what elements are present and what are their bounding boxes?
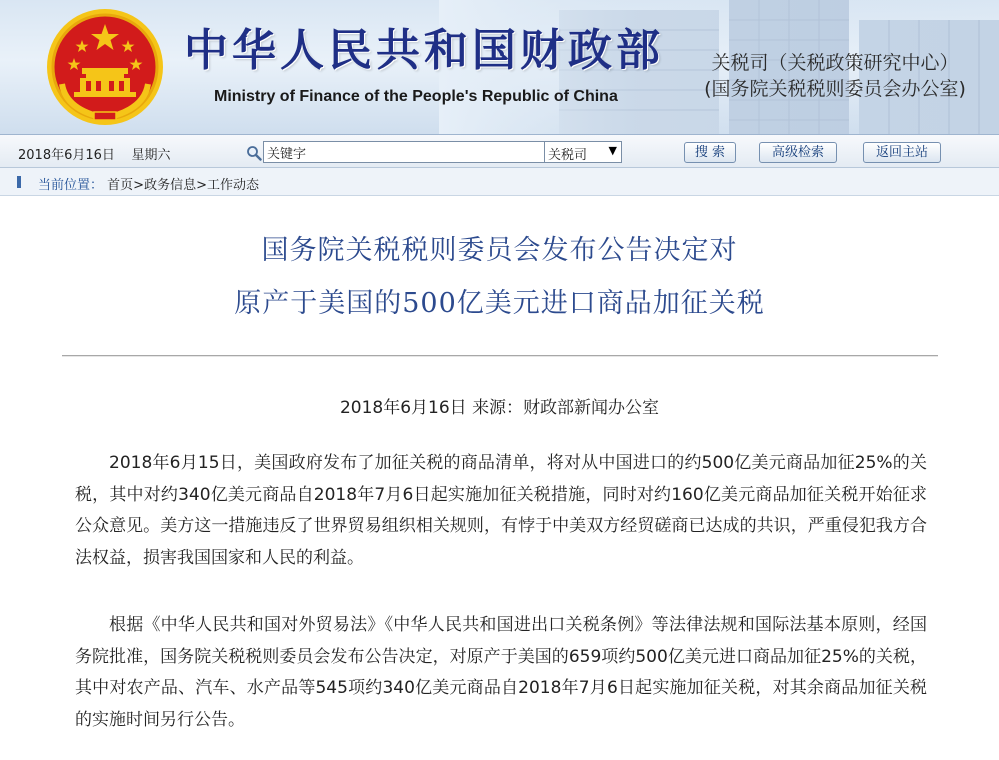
current-date <box>18 144 170 163</box>
article-meta <box>0 393 999 418</box>
breadcrumb-link-work-news[interactable]: 工作动态 <box>207 178 260 193</box>
breadcrumb-label: 当前位置： <box>38 178 104 193</box>
department-title-line2: (国务院关税税则委员会办公室) <box>704 78 966 100</box>
search-input[interactable] <box>263 141 545 163</box>
breadcrumb-link-gov-info[interactable]: 政务信息 <box>144 178 197 193</box>
search-button[interactable]: 搜 索 <box>684 142 736 163</box>
article-source-label: 来源： <box>472 398 524 418</box>
title-divider <box>62 355 938 357</box>
weekday-value: 星期六 <box>131 148 171 163</box>
search-toolbar <box>0 134 999 168</box>
site-title-english: Ministry of Finance of the People's Republic of China <box>214 88 618 105</box>
breadcrumb <box>0 168 999 196</box>
breadcrumb-separator: > <box>196 178 207 193</box>
breadcrumb-separator: > <box>133 178 145 193</box>
search-icon <box>246 145 262 161</box>
breadcrumb-text <box>38 174 259 193</box>
article-title-line2: 原产于美国的500亿美元进口商品加征关税 <box>234 288 765 319</box>
search-scope-select[interactable] <box>544 141 622 163</box>
header-banner <box>0 0 999 134</box>
article-date: 2018年6月16日 <box>339 398 467 418</box>
site-title: 中华人民共和国财政部 <box>184 25 664 76</box>
national-emblem-icon <box>44 6 166 128</box>
date-value: 2018年6月16日 <box>18 148 115 163</box>
article-paragraph: 根据《中华人民共和国对外贸易法》《中华人民共和国进出口关税条例》等法律法规和国际法基本原则，经国务院批准，国务院关税税则委员会发布公告决定，对原产于美国的659项约500亿美元进口商品加征25%的关税，其中对农产品、汽车、水产品等545项约340亿美元商品自2018年7月6日起实施加征关税，对其余商品加征关税的实施时间另行公告。 <box>75 615 927 730</box>
department-title <box>685 50 985 102</box>
search-scope-selected: 关税司 <box>548 148 588 163</box>
breadcrumb-marker-icon <box>17 176 21 188</box>
breadcrumb-link-home[interactable]: 首页 <box>107 178 134 193</box>
article-source: 财政部新闻办公室 <box>523 398 660 418</box>
advanced-search-button[interactable]: 高级检索 <box>759 142 837 163</box>
dropdown-arrow-icon: ▼ <box>608 144 617 157</box>
article-paragraph: 2018年6月15日，美国政府发布了加征关税的商品清单，将对从中国进口的约500亿美元商品加征25%的关税，其中对约340亿美元商品自2018年7月6日起实施加征关税措施，同时对约160亿美元商品加征关税开始征求公众意见。美方这一措施违反了世界贸易组织相关规则，有悖于中美双方经贸磋商已达成的共识，严重侵犯我方合法权益，损害我国国家和人民的利益。 <box>75 453 927 568</box>
department-title-line1: 关税司（关税政策研究中心） <box>711 52 959 74</box>
back-to-main-site-button[interactable]: 返回主站 <box>863 142 941 163</box>
article-title-line1: 国务院关税税则委员会发布公告决定对 <box>261 235 738 266</box>
article-title <box>0 224 999 330</box>
